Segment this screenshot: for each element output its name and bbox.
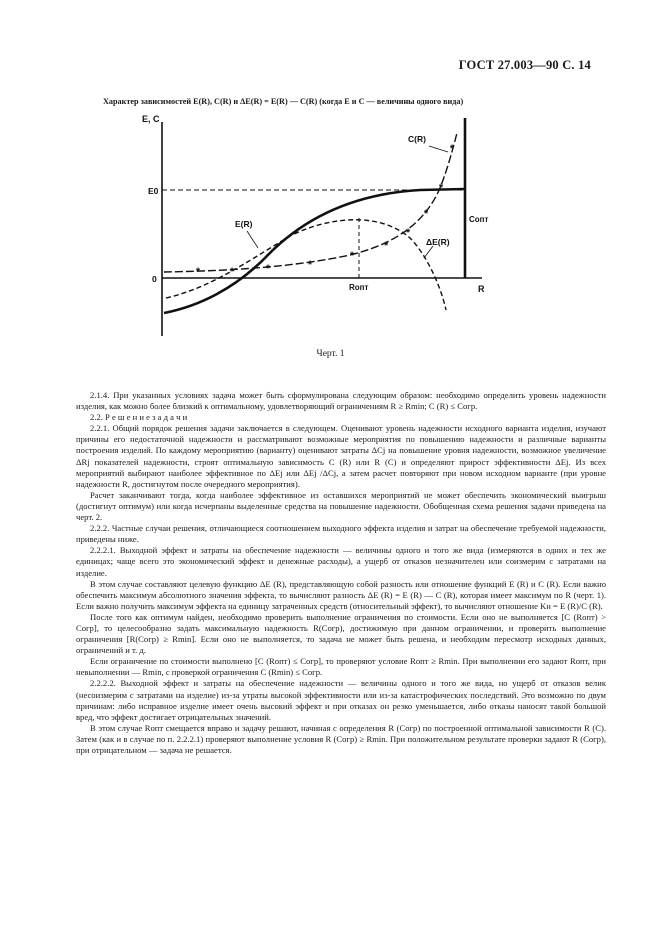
figure-caption: Черт. 1: [316, 349, 345, 359]
paragraph: 2.2.1. Общий порядок решения задачи заключается в следующем. Оценивают уровень надежности исходного варианта изделия, изучают причины его недостаточной надежности и рассматривают возможные мероприятия по повышению надежности и различные варианты построения изделий. По каждому мероприятию (варианту) оценивают затраты ΔCj на повышение уровня надежности, возможное увеличение ΔRj показателей надежности, строят оптимальную зависимость C (R) или R (C) и определяют прирост эффективности ΔEj. Из всех мероприятий выбирают наиболее эффективное по ΔEj или ΔEj /ΔCj, а затем расчет повторяют при новом исходном варианте (при уровне надежности R, достигнутом после очередного мероприятия).: [76, 423, 606, 489]
label-ropt: Rопт: [349, 283, 369, 292]
paragraph: В этом случае составляют целевую функцию ΔE (R), представляющую собой разность или отношение функций E (R) и C (R). Если важно обеспечить максимум абсолютного значения эффекта, то вычисляют разность ΔE (R) = E (R) — C (R), которая имеет максимум по R (черт. 1). Если важно получить максимум эффекта на единицу затраченных средств (относительный эффект), то вычисляют отношение Kн = E (R)/C (R).: [76, 578, 606, 611]
body-text: [76, 390, 606, 756]
label-copt: Cопт: [469, 215, 489, 224]
paragraph: 2.2.2.1. Выходной эффект и затраты на обеспечение надежности — величины одного и того же вида (измеряются в одних и тех же единицах; чаще всего это экономический эффект и денежные расходы), а ущерб от отказов незначителен или соизмерим с затратами на изделие.: [76, 545, 606, 578]
paragraph: 2.2.2. Частные случаи решения, отличающиеся соотношением выходного эффекта изделия и затрат на обеспечение требуемой надежности, приведены ниже.: [76, 523, 606, 545]
figure-caption-title: Характер зависимостей E(R), C(R) и ΔE(R) = E(R) — C(R) (когда E и C — величины одного вида): [103, 97, 464, 106]
svg-text:*: *: [438, 182, 444, 194]
paragraph: После того как оптимум найден, необходимо проверить выполнение ограничения по стоимости. Если оно не выполняется [C (Rопт) > Cогр], то целесообразно задать максимальную надежность R(Cогр), достижимую при данном ограничении, и проверить выполнение ограничения [R(Cогр) ≥ Rmin]. Если оно не выполняется, то задача не может быть решена, и необходим пересмотр исходных данных, ограничений и т. д.: [76, 611, 606, 656]
cr-markers: [196, 143, 455, 278]
page-header: ГОСТ 27.003—90 С. 14: [458, 58, 591, 72]
cr-curve: [164, 133, 457, 272]
paragraph: Расчет заканчивают тогда, когда наиболее эффективное из оставшихся мероприятий не может обеспечить экономический выигрыш (достигнут оптимум) или когда исчерпаны выделенные средства на повышение надежности. Обобщенная схема решения задачи приведена на черт. 2.: [76, 489, 606, 523]
y-axis-label: E, C: [142, 114, 160, 124]
figure-chart: [140, 108, 510, 348]
x-axis-label: R: [478, 284, 485, 294]
der-curve: [166, 220, 446, 310]
label-cr: C(R): [408, 134, 426, 144]
paragraph: В этом случае Rопт смещается вправо и задачу решают, начиная с определения R (Cогр) по построенной оптимальной зависимости R (C). Затем (как и в случае по п. 2.2.2.1) проверяют выполнение условия R (Cогр) ≥ Rmin. При положительном результате проверки задают R (Cогр), при отрицательном — задача не решается.: [76, 722, 606, 755]
svg-text:*: *: [307, 259, 313, 271]
svg-text:*: *: [423, 208, 429, 220]
svg-text:*: *: [229, 266, 235, 278]
paragraph: Если ограничение по стоимости выполнено [C (Rопт) ≤ Cогр], то проверяют условие Rопт ≥ Rmin. При выполнении его задают Rопт, при невыполнении — Rmin, с проверкой ограничения C (Rmin) ≤ Cогр.: [76, 656, 606, 678]
label-der: ΔE(R): [426, 237, 450, 247]
paragraph: 2.2.2.2. Выходной эффект и затраты на обеспечение надежности — величины одного и того же вида, но ущерб от отказов велик (несоизмерим с затратами на изделие) из-за утраты высокой эффективности или из-за катастрофических последствий. Это возможно по двум причинам: либо исправное изделие имеет очень высокий эффект и при отказах он резко уменьшается, либо отказы наносят такой большой вред, что эффект достигает отрицательных значений.: [76, 678, 606, 722]
svg-text:*: *: [349, 250, 355, 262]
svg-text:*: *: [449, 143, 455, 155]
svg-text:*: *: [383, 240, 389, 252]
label-e0: E0: [148, 186, 159, 196]
label-zero: 0: [152, 274, 157, 284]
svg-text:*: *: [405, 227, 411, 239]
svg-text:*: *: [195, 266, 201, 278]
label-er: E(R): [235, 219, 253, 229]
section-heading: 2.2. Р е ш е н и е з а д а ч и: [90, 412, 188, 423]
paragraph: 2.1.4. При указанных условиях задача может быть сформулирована следующим образом: необходимо определить уровень надежности изделия, как можно более близкий к оптимальному, удовлетворяющий ограничениям R ≥ Rmin; C (R) ≤ Cогр.: [76, 390, 606, 412]
svg-text:*: *: [265, 263, 271, 275]
